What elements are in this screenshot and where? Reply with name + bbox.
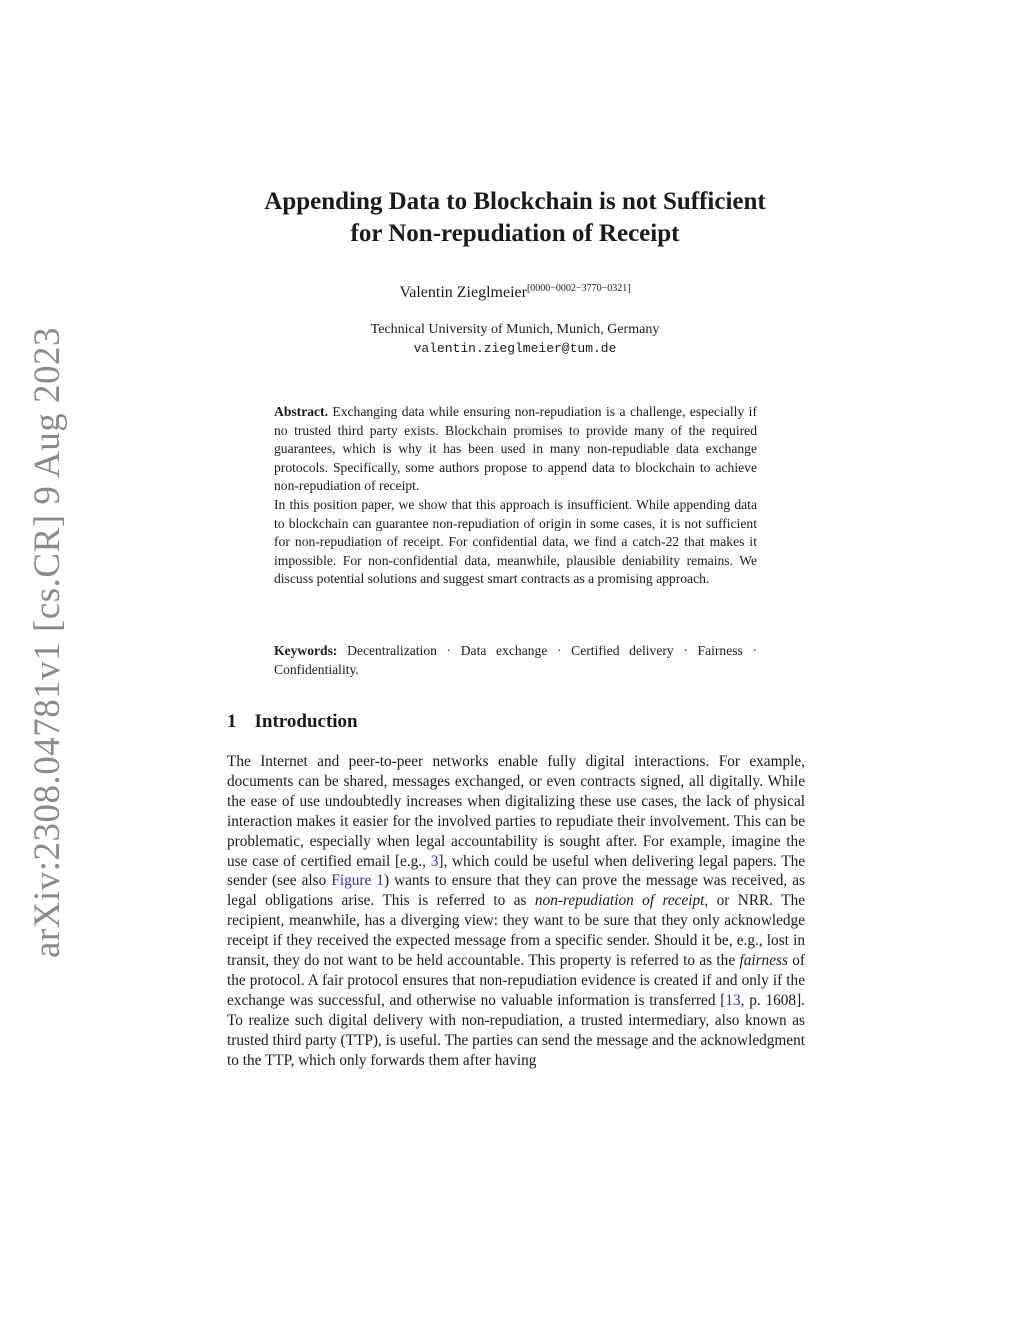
introduction-body	[227, 752, 805, 1071]
abstract-text-1: Exchanging data while ensuring non-repudiation is a challenge, especially if no trusted third party exists. Blockchain promises to provide many of the required guarantees, which is why it has been used in many non-repudiable data exchange protocols. Specifically, some authors propose to append data to blockchain to achieve non-repudiation of receipt.	[274, 404, 757, 494]
section-title: Introduction	[254, 711, 358, 732]
affiliation-block	[200, 320, 830, 358]
title-line-1: Appending Data to Blockchain is not Sufficient	[264, 188, 766, 215]
author-name: Valentin Zieglmeier	[399, 284, 527, 301]
emphasis-fairness: fairness	[739, 952, 788, 970]
intro-text-4: , or NRR. The recipient, meanwhile, has a diverging view: they want to be sure that they only acknowledge receipt if they received the expected message from a specific sender. Should it be, e.g., lost in transit, they do not want to be held accountable. This property is referred to as the	[227, 892, 806, 970]
author-line	[200, 283, 830, 302]
arxiv-sidebar-stamp	[18, 326, 78, 959]
abstract	[274, 403, 757, 589]
intro-text-3: ) wants to ensure that they can prove the message was received, as legal obligations arise. This is referred to as	[227, 872, 805, 910]
arxiv-identifier: arXiv:2308.04781v1 [cs.CR] 9 Aug 2023	[27, 326, 69, 959]
title-line-2: for Non-repudiation of Receipt	[350, 220, 680, 247]
keywords-text: Decentralization · Data exchange · Certified delivery · Fairness · Confidentiality.	[274, 643, 757, 677]
intro-text-6: , p. 1608]. To realize such digital delivery with non-repudiation, a trusted intermediary, also known as trusted third party (TTP), is useful. The parties can send the message and the acknowledgment to the TTP, which only forwards them after having	[227, 991, 805, 1069]
citation-link-13[interactable]: 13	[725, 991, 741, 1009]
author-orcid: [0000−0002−3770−0321]	[526, 283, 631, 294]
section-heading-introduction	[227, 711, 358, 733]
keywords	[274, 642, 757, 679]
author-email: valentin.zieglmeier@tum.de	[413, 341, 617, 356]
introduction-paragraph	[227, 752, 805, 1071]
emphasis-nrr: non-repudiation of receipt	[534, 892, 705, 910]
intro-text-1: The Internet and peer-to-peer networks enable fully digital interactions. For example, documents can be shared, messages exchanged, or even contracts signed, all digitally. While the ease of use undoubtedly increases when digitalizing these use cases, the lack of physical interaction makes it easier for the involved parties to repudiate their involvement. This can be problematic, especially when legal accountability is sought after. For example, imagine the use case of certified email [e.g.,	[227, 753, 805, 870]
affiliation: Technical University of Munich, Munich, Germany	[370, 322, 660, 337]
keywords-label: Keywords:	[274, 643, 338, 658]
section-number: 1	[227, 711, 237, 732]
intro-text-2: ], which could be useful when delivering legal papers. The sender (see also	[227, 852, 806, 890]
intro-text-5: of the protocol. A fair protocol ensures that non-repudiation evidence is created if and only if the exchange was successful, and otherwise no valuable information is transferred [	[227, 952, 805, 1009]
figure-1-link[interactable]: Figure 1	[331, 872, 384, 890]
paper-title	[200, 186, 830, 250]
abstract-paragraph-2: In this position paper, we show that this approach is insufficient. While appending data to blockchain can guarantee non-repudiation of origin in some cases, it is not sufficient for non-repudiation of receipt. For confidential data, we find a catch-22 that makes it impossible. For non-confidential data, meanwhile, plausible deniability remains. We discuss potential solutions and suggest smart contracts as a promising approach.	[274, 496, 757, 587]
abstract-label: Abstract.	[274, 404, 328, 419]
abstract-paragraph-1	[274, 403, 757, 496]
citation-link-3[interactable]: 3	[430, 852, 439, 870]
